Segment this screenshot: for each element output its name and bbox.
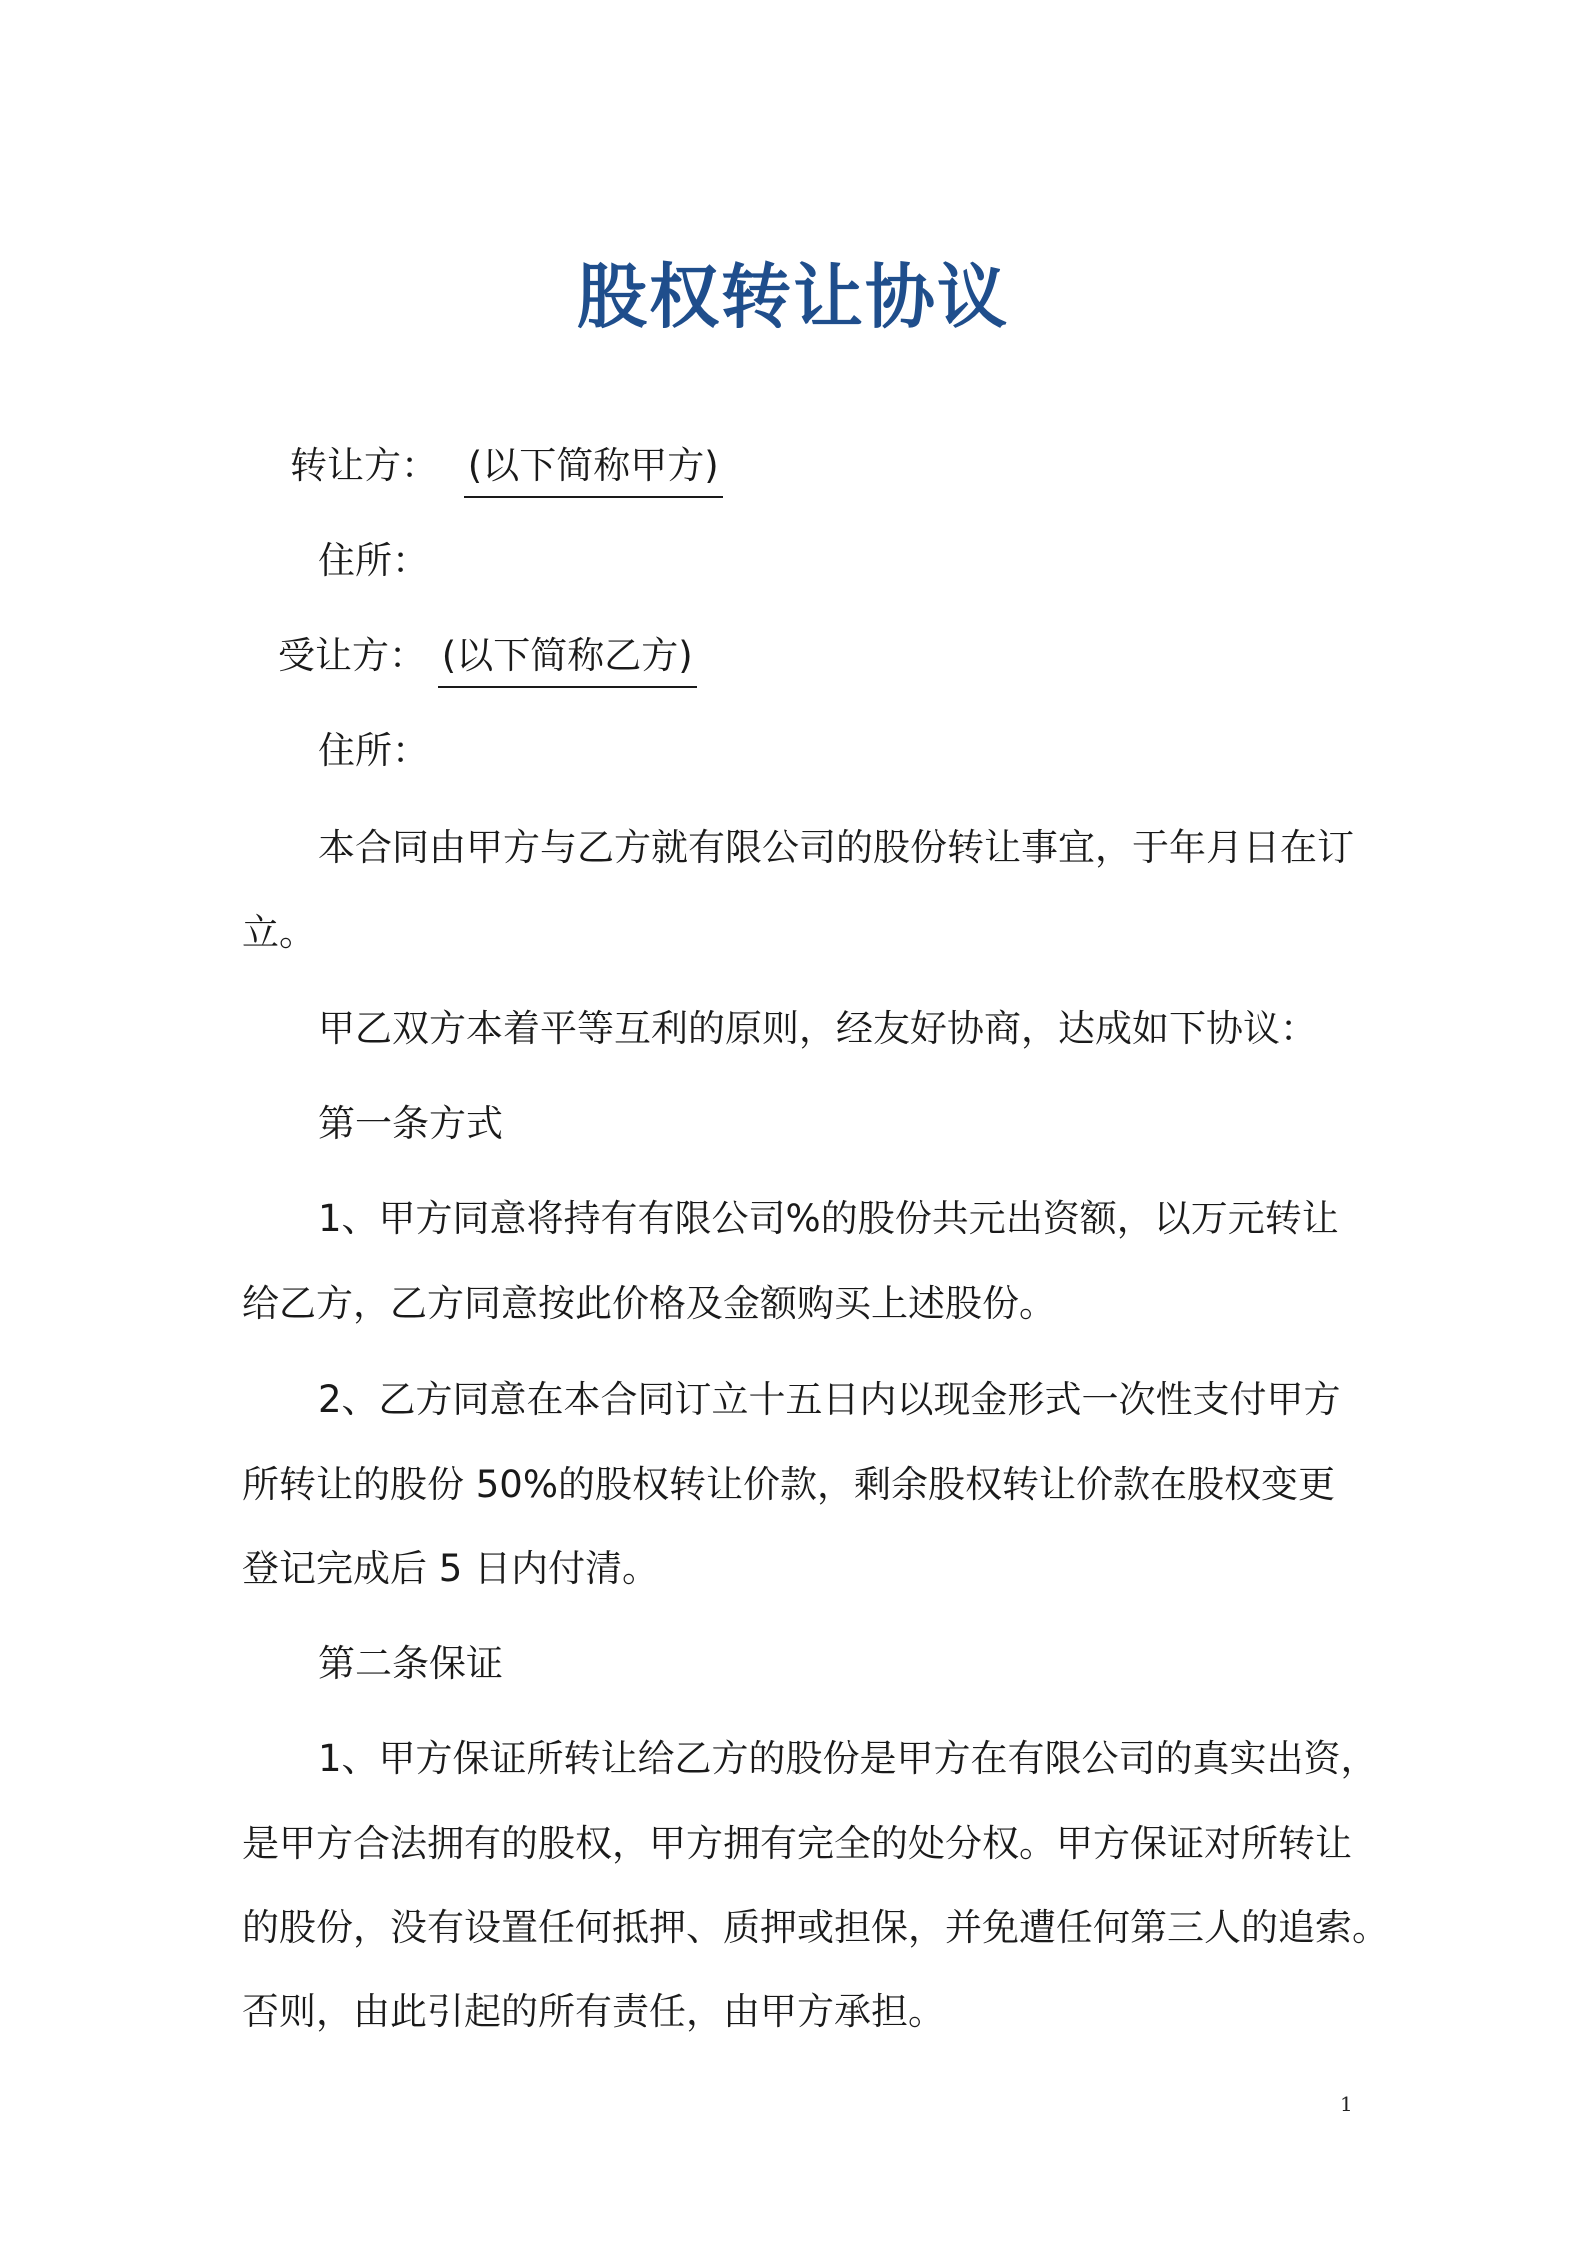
transferee-line bbox=[278, 630, 697, 688]
article1-clause2-line2: 所转让的股份 50%的股权转让价款，剩余股权转让价款在股权变更 bbox=[242, 1463, 1335, 1506]
principle-text: 甲乙双方本着平等互利的原则，经友好协商，达成如下协议： bbox=[318, 1007, 1317, 1050]
document-title: 股权转让协议 bbox=[577, 256, 1009, 338]
article2-clause1-line3: 的股份，没有设置任何抵押、质押或担保，并免遭任何第三人的追索。 bbox=[242, 1906, 1389, 1949]
intro-line-1: 本合同由甲方与乙方就有限公司的股份转让事宜，于年月日在订 bbox=[318, 826, 1354, 869]
transferor-label: 转让方： bbox=[290, 444, 438, 487]
transferor-line bbox=[290, 440, 723, 498]
transferor-address-label: 住所： bbox=[318, 539, 429, 582]
article2-clause1-line2: 是甲方合法拥有的股权，甲方拥有完全的处分权。甲方保证对所转让 bbox=[242, 1822, 1352, 1865]
intro-line-2: 立。 bbox=[242, 911, 316, 954]
article1-clause1-line2: 给乙方，乙方同意按此价格及金额购买上述股份。 bbox=[242, 1282, 1056, 1325]
page-number: 1 bbox=[1340, 2092, 1353, 2116]
article2-clause1-line4: 否则，由此引起的所有责任，由甲方承担。 bbox=[242, 1990, 945, 2033]
article1-clause2-line3: 登记完成后 5 日内付清。 bbox=[242, 1547, 660, 1590]
transferor-note: (以下简称甲方) bbox=[464, 440, 723, 498]
transferee-note: (以下简称乙方) bbox=[438, 630, 697, 688]
article2-clause1-line1: 1、甲方保证所转让给乙方的股份是甲方在有限公司的真实出资， bbox=[318, 1737, 1378, 1780]
article1-heading: 第一条方式 bbox=[318, 1102, 503, 1145]
article1-clause2-line1: 2、乙方同意在本合同订立十五日内以现金形式一次性支付甲方 bbox=[318, 1378, 1341, 1421]
transferee-label: 受让方： bbox=[278, 634, 426, 677]
article1-clause1-line1: 1、甲方同意将持有有限公司%的股份共元出资额，以万元转让 bbox=[318, 1197, 1339, 1240]
transferee-address-label: 住所： bbox=[318, 729, 429, 772]
article2-heading: 第二条保证 bbox=[318, 1642, 503, 1685]
